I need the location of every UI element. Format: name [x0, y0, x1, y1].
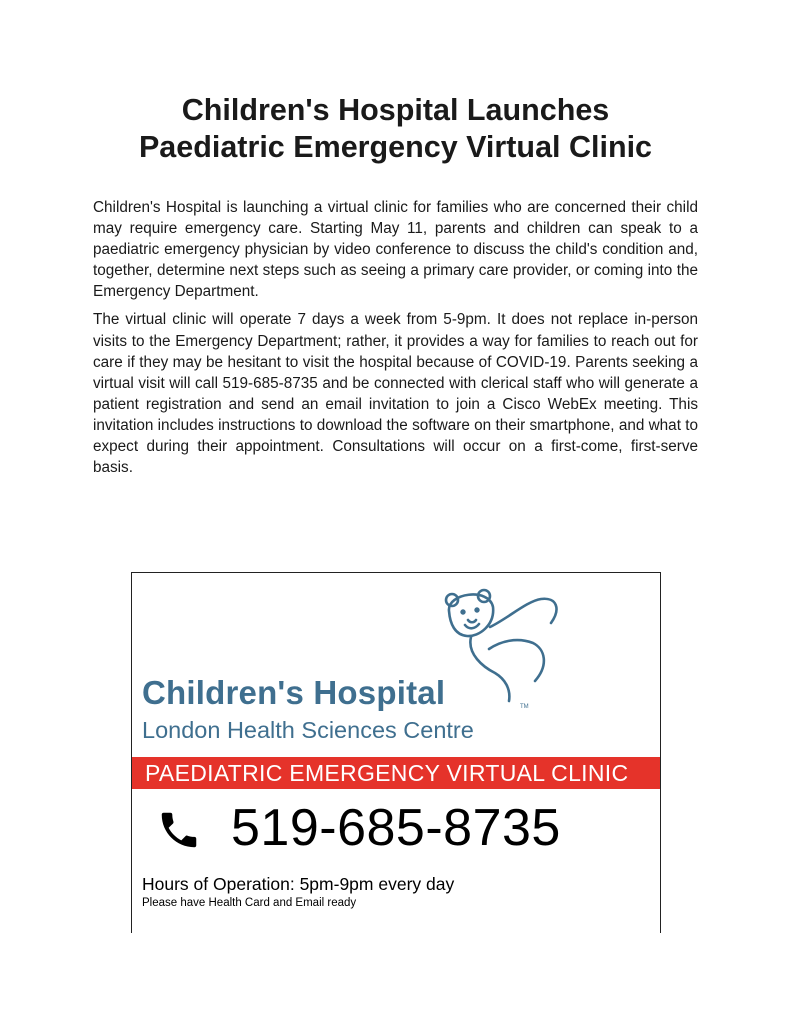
hours-of-operation: Hours of Operation: 5pm-9pm every day	[142, 874, 455, 894]
health-card-note: Please have Health Card and Email ready	[142, 897, 357, 909]
phone-number: 519-685-8735	[231, 799, 561, 857]
phone-icon	[156, 807, 202, 853]
teddy-bear-logo-icon	[437, 579, 567, 709]
article-body	[93, 197, 698, 485]
title-line-2: Paediatric Emergency Virtual Clinic	[138, 130, 653, 164]
title-line-1: Children's Hospital Launches	[181, 93, 610, 127]
brand-subtitle: London Health Sciences Centre	[142, 717, 474, 743]
clinic-flyer	[131, 572, 661, 933]
banner-text: PAEDIATRIC EMERGENCY VIRTUAL CLINIC	[145, 760, 629, 786]
brand-name: Children's Hospital	[142, 674, 446, 711]
paragraph-2: The virtual clinic will operate 7 days a week from 5-9pm. It does not replace in-person visits to the Emergency Department; rather, it provides a way for families to reach out for care if they may be hesitant to visit the hospital because of COVID-19. Parents seeking a virtual visit will call 519-685-8735 and be connected with clerical staff who will generate a patient registration and send an email invitation to join a Cisco WebEx meeting. This invitation includes instructions to download the software on their smartphone, and what to expect during their appointment. Consultations will occur on a first-come, first-serve basis.	[93, 311, 698, 477]
page-title	[60, 92, 731, 166]
clinic-banner	[132, 757, 660, 789]
trademark-mark: TM	[520, 704, 529, 710]
paragraph-1: Children's Hospital is launching a virtual clinic for families who are concerned their child may require emergency care. Starting May 11, parents and children can speak to a paediatric emergency physician by video conference to discuss the child's condition and, together, determine next steps such as seeing a primary care provider, or coming into the Emergency Department.	[93, 199, 698, 301]
